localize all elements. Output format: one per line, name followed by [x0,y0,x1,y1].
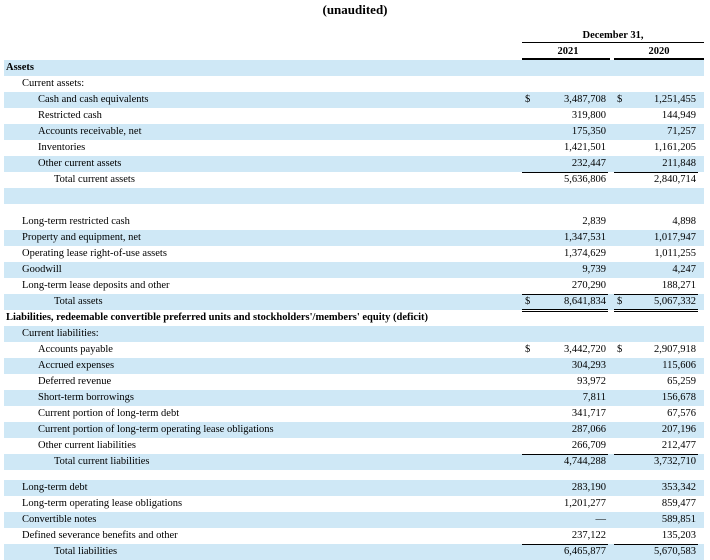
value-2021: 1,421,501 [564,142,606,153]
row-label: Long-term operating lease obligations [22,498,183,509]
value-2020: 207,196 [661,424,696,435]
row-label: Other current liabilities [38,440,136,451]
value-2021: 8,641,834 [564,296,606,307]
value-2020: 71,257 [667,126,696,137]
subtotal-rule [522,544,608,545]
row-label: Inventories [38,142,86,153]
page-title: (unaudited) [322,2,388,17]
value-2021: 1,201,277 [564,498,606,509]
value-2021: 341,717 [571,408,606,419]
table-row [4,326,704,342]
currency-symbol-2021: $ [525,94,531,105]
currency-symbol-2020: $ [617,296,623,307]
currency-symbol-2020: $ [617,344,623,355]
table-row [4,76,704,92]
row-label: Total current liabilities [54,456,150,467]
subtotal-rule [614,544,698,545]
table-row [4,230,704,246]
table-row [4,108,704,124]
value-2020: 2,840,714 [654,174,696,185]
currency-symbol-2021: $ [525,344,531,355]
table-row [4,438,704,454]
value-2021: 3,487,708 [564,94,606,105]
row-label: Current liabilities: [22,328,99,339]
value-2021: 93,972 [577,376,606,387]
table-row [4,496,704,512]
table-row [4,262,704,278]
value-2020: 3,732,710 [654,456,696,467]
row-label: Short-term borrowings [38,392,134,403]
year-header-2021: 2021 [557,46,579,57]
row-label: Assets [6,62,34,73]
section-header-row [4,310,704,326]
subtotal-rule [614,454,698,455]
row-label: Property and equipment, net [22,232,141,243]
value-2020: 859,477 [661,498,696,509]
section-header-row [4,60,704,76]
table-row [4,246,704,262]
value-2020: 65,259 [667,376,696,387]
value-2020: 2,907,918 [654,344,696,355]
value-2020: 67,576 [667,408,696,419]
value-2020: 115,606 [662,360,696,371]
value-2021: 3,442,720 [564,344,606,355]
table-row [4,512,704,528]
row-label: Defined severance benefits and other [22,530,178,541]
value-2021: 304,293 [571,360,606,371]
table-row [4,124,704,140]
value-2021: — [595,514,606,525]
value-2021: 319,800 [571,110,606,121]
value-2020: 1,251,455 [654,94,696,105]
table-row [4,480,704,496]
value-2020: 144,949 [661,110,696,121]
row-label: Current portion of long-term debt [38,408,180,419]
table-row [4,390,704,406]
value-2021: 175,350 [571,126,606,137]
value-2021: 1,347,531 [564,232,606,243]
row-label: Current portion of long-term operating lease obligations [38,424,274,435]
value-2020: 135,203 [661,530,696,541]
row-label: Total liabilities [54,546,118,557]
table-row [4,214,704,230]
value-2020: 5,670,583 [654,546,696,557]
table-row [4,374,704,390]
value-2021: 266,709 [571,440,606,451]
value-2021: 6,465,877 [564,546,606,557]
row-label: Cash and cash equivalents [38,94,149,105]
value-2020: 211,848 [662,158,696,169]
value-2020: 1,161,205 [654,142,696,153]
row-label: Liabilities, redeemable convertible preferred units and stockholders'/members' equity (deficit) [6,312,428,323]
subtotal-rule [614,294,698,295]
value-2020: 1,011,255 [654,248,696,259]
value-2020: 4,247 [672,264,696,275]
row-label: Operating lease right-of-use assets [22,248,167,259]
row-label: Long-term restricted cash [22,216,130,227]
row-label: Convertible notes [22,514,97,525]
value-2021: 7,811 [582,392,606,403]
period-header: December 31, [522,30,704,43]
table-row [4,342,704,358]
value-2021: 1,374,629 [564,248,606,259]
row-label: Total assets [54,296,103,307]
subtotal-rule [522,454,608,455]
row-label: Other current assets [38,158,122,169]
value-2021: 232,447 [571,158,606,169]
table-row [4,528,704,544]
row-label: Restricted cash [38,110,102,121]
table-row [4,544,704,560]
value-2020: 589,851 [661,514,696,525]
value-2020: 1,017,947 [654,232,696,243]
spacer-row [4,470,704,480]
table-row [4,156,704,172]
spacer-row [4,188,704,204]
row-label: Goodwill [22,264,62,275]
row-label: Deferred revenue [38,376,112,387]
currency-symbol-2021: $ [525,296,531,307]
value-2021: 283,190 [571,482,606,493]
table-row [4,454,704,470]
table-row [4,422,704,438]
value-2021: 9,739 [582,264,606,275]
row-label: Accounts payable [38,344,113,355]
value-2020: 188,271 [661,280,696,291]
row-label: Long-term debt [22,482,88,493]
table-row [4,406,704,422]
table-row [4,358,704,374]
value-2020: 156,678 [661,392,696,403]
value-2021: 5,636,806 [564,174,606,185]
subtotal-rule [614,172,698,173]
value-2021: 270,290 [571,280,606,291]
value-2021: 237,122 [571,530,606,541]
currency-symbol-2020: $ [617,94,623,105]
year-header-2020: 2020 [648,46,670,57]
table-row [4,140,704,156]
row-label: Current assets: [22,78,85,89]
subtotal-rule [522,294,608,295]
value-2020: 4,898 [672,216,696,227]
table-row [4,92,704,108]
table-row [4,278,704,294]
spacer-row [4,204,704,214]
value-2020: 5,067,332 [654,296,696,307]
table-row [4,172,704,188]
value-2021: 2,839 [582,216,606,227]
row-label: Total current assets [54,174,135,185]
value-2021: 287,066 [571,424,606,435]
value-2020: 353,342 [661,482,696,493]
row-label: Long-term lease deposits and other [22,280,170,291]
row-label: Accounts receivable, net [38,126,142,137]
balance-sheet-table [4,60,704,560]
value-2021: 4,744,288 [564,456,606,467]
table-row [4,294,704,310]
subtotal-rule [522,172,608,173]
row-label: Accrued expenses [38,360,115,371]
value-2020: 212,477 [661,440,696,451]
